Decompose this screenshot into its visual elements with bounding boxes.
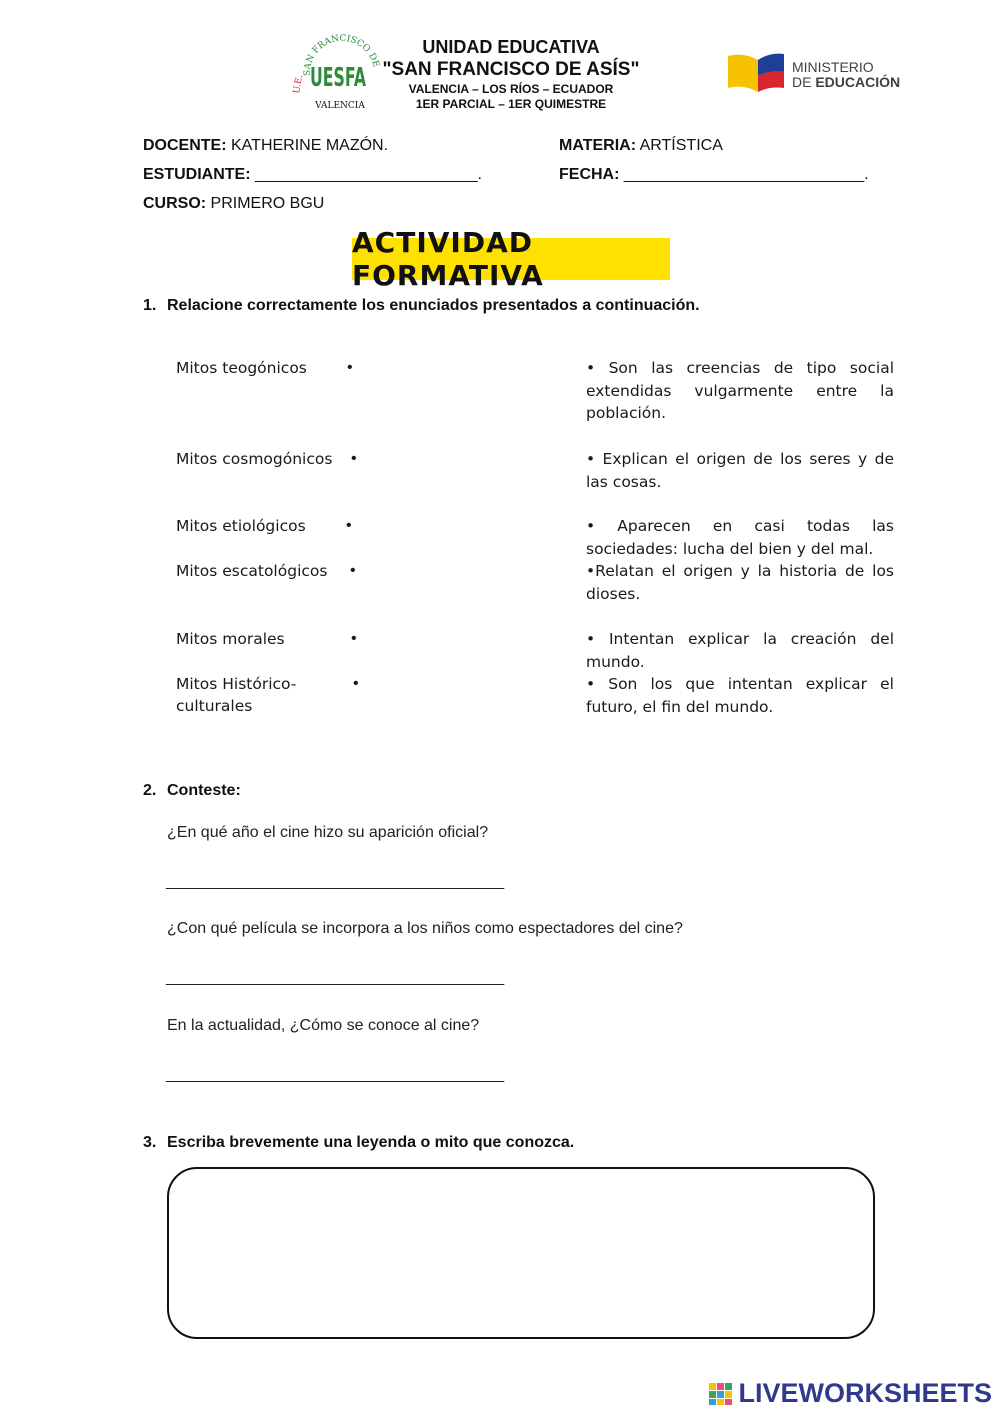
school-title-block xyxy=(350,36,672,112)
liveworksheets-wordmark: LIVEWORKSHEETS xyxy=(738,1378,992,1408)
match-left-dot[interactable]: • xyxy=(353,675,359,692)
q1-heading: Relacione correctamente los enunciados presentados a continuación. xyxy=(167,297,700,314)
q2-question: En la actualidad, ¿Cómo se conoce al cine? xyxy=(167,1017,480,1034)
match-right-item[interactable]: •Relatan el origen y la historia de los dioses. xyxy=(586,562,894,603)
match-left-item: Mitos etiológicos xyxy=(176,517,306,535)
match-right-item[interactable]: • Explican el origen de los seres y de las cosas. xyxy=(586,450,894,491)
logo-arc-text: SAN FRANCISCO DE xyxy=(302,34,381,77)
match-right-item[interactable]: • Aparecen en casi todas las sociedades: lucha del bien y del mal. xyxy=(586,517,894,558)
docente-field: DOCENTE: KATHERINE MAZÓN. xyxy=(143,137,389,154)
logo-ue-text: U.E. xyxy=(292,74,306,95)
activity-title: ACTIVIDAD FORMATIVA xyxy=(352,238,670,280)
match-left-item: Mitos cosmogónicos xyxy=(176,450,333,468)
materia-field: MATERIA: ARTÍSTICA xyxy=(559,137,723,154)
match-right-item[interactable]: • Son los que intentan explicar el futuro, el fin del mundo. xyxy=(586,675,894,716)
school-line-2: "SAN FRANCISCO DE ASÍS" xyxy=(382,59,640,80)
match-left-dot[interactable]: • xyxy=(350,562,356,579)
answer-line[interactable]: ______________________________________ xyxy=(166,1066,505,1083)
match-left-item: Mitos teogónicos xyxy=(176,359,307,377)
match-left-dot[interactable]: • xyxy=(351,630,357,647)
answer-line[interactable]: ______________________________________ xyxy=(166,873,505,890)
match-left-item: Mitos morales xyxy=(176,630,285,648)
liveworksheets-logo-icon xyxy=(708,1382,734,1406)
liveworksheets-brand xyxy=(708,1378,992,1409)
answer-line[interactable]: ______________________________________ xyxy=(166,969,505,986)
school-line-4: 1ER PARCIAL – 1ER QUIMESTRE xyxy=(415,97,607,111)
q2-number: 2. xyxy=(143,782,157,799)
legend-answer-box[interactable] xyxy=(167,1167,875,1339)
match-left-dot[interactable]: • xyxy=(351,450,357,467)
ministry-line-2: DE EDUCACIÓN xyxy=(792,74,901,90)
q3-heading: Escriba brevemente una leyenda o mito que conozca. xyxy=(167,1134,575,1151)
q2-heading: Conteste: xyxy=(167,782,241,799)
school-line-3: VALENCIA – LOS RÍOS – ECUADOR xyxy=(408,82,614,96)
match-left-dot[interactable]: • xyxy=(346,517,352,534)
match-left-dot[interactable]: • xyxy=(347,359,353,376)
fecha-field[interactable]: FECHA: ___________________________. xyxy=(559,166,869,183)
ministry-text xyxy=(792,60,900,90)
q1-number: 1. xyxy=(143,297,157,314)
school-line-1: UNIDAD EDUCATIVA xyxy=(422,37,600,57)
curso-field: CURSO: PRIMERO BGU xyxy=(143,195,325,212)
q3-number: 3. xyxy=(143,1134,157,1151)
q2-question: ¿Con qué película se incorpora a los niños como espectadores del cine? xyxy=(167,920,683,937)
match-left-item: Mitos Histórico-culturales xyxy=(176,675,297,715)
match-right-item[interactable]: • Intentan explicar la creación del mundo. xyxy=(586,630,894,671)
q2-question: ¿En qué año el cine hizo su aparición oficial? xyxy=(167,824,489,841)
match-right-item[interactable]: • Son las creencias de tipo social extendidas vulgarmente entre la población. xyxy=(586,359,894,422)
match-left-item: Mitos escatológicos xyxy=(176,562,328,580)
logo-monogram: UESFA xyxy=(310,63,366,93)
ministry-line-1: MINISTERIO xyxy=(792,59,874,75)
estudiante-field[interactable]: ESTUDIANTE: _________________________. xyxy=(143,166,482,183)
logo-valencia-text: VALENCIA xyxy=(315,101,365,111)
